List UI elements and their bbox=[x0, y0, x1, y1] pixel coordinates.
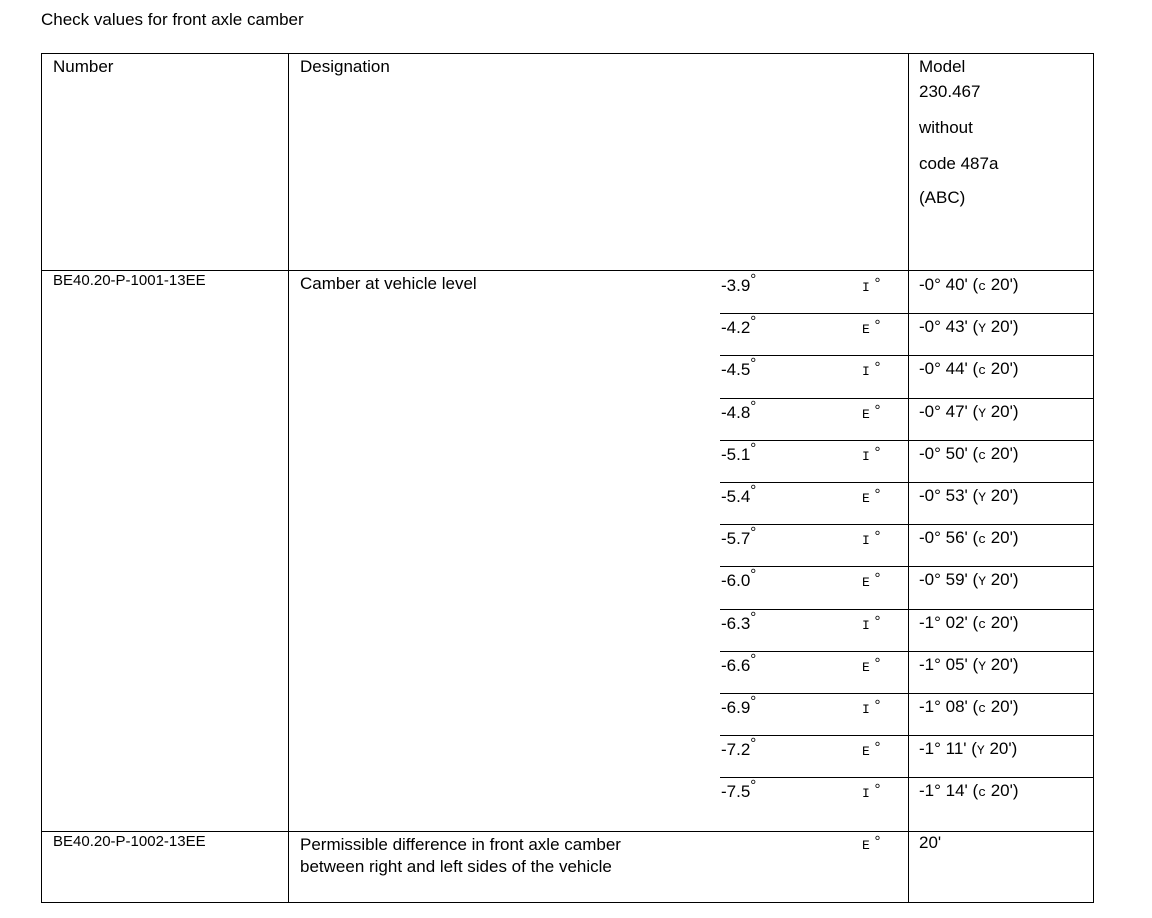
level-tolerance: 20') bbox=[986, 275, 1019, 294]
degree-sign: ° bbox=[750, 609, 757, 626]
tolerance-symbol: Y bbox=[978, 321, 986, 336]
row-mark bbox=[862, 834, 881, 854]
degree-sign: ° bbox=[874, 528, 881, 545]
level-angle-value: -4.2 bbox=[721, 318, 751, 337]
level-value-text: -1° 11' ( bbox=[919, 739, 977, 758]
degree-sign: ° bbox=[874, 359, 881, 376]
level-angle-value: -3.9 bbox=[721, 276, 751, 295]
level-divider bbox=[720, 651, 1094, 652]
level-mark bbox=[862, 614, 881, 634]
level-value-text: -0° 44' ( bbox=[919, 359, 979, 378]
degree-sign: ° bbox=[750, 777, 757, 794]
level-tolerance: 20') bbox=[986, 359, 1019, 378]
level-angle bbox=[721, 313, 757, 338]
level-angle bbox=[721, 735, 757, 760]
level-angle bbox=[721, 651, 757, 676]
level-indicator: E bbox=[862, 838, 870, 853]
level-value-text: -1° 05' ( bbox=[919, 655, 979, 674]
level-value bbox=[919, 486, 1019, 506]
tolerance-symbol: Y bbox=[976, 743, 985, 758]
tolerance-symbol: Y bbox=[978, 490, 986, 505]
level-indicator: I bbox=[862, 449, 870, 464]
level-angle bbox=[721, 440, 757, 465]
degree-sign: ° bbox=[874, 655, 881, 672]
level-mark bbox=[862, 782, 881, 802]
level-divider bbox=[720, 777, 1094, 778]
level-indicator: E bbox=[862, 407, 870, 422]
header-model-condition: without bbox=[919, 118, 973, 137]
level-angle bbox=[721, 693, 757, 718]
level-angle-value: -5.7 bbox=[721, 529, 751, 548]
header-model-code: code 487a bbox=[919, 154, 999, 173]
level-angle-value: -7.5 bbox=[721, 782, 751, 801]
level-tolerance: 20') bbox=[986, 486, 1019, 505]
tolerance-symbol: c bbox=[978, 448, 986, 463]
level-angle bbox=[721, 482, 757, 507]
level-divider bbox=[720, 566, 1094, 567]
tolerance-symbol: c bbox=[978, 785, 986, 800]
level-value-text: -0° 50' ( bbox=[919, 444, 979, 463]
level-tolerance: 20') bbox=[986, 528, 1019, 547]
header-model: Model bbox=[919, 57, 966, 76]
level-indicator: I bbox=[862, 364, 870, 379]
row-designation: Permissible difference in front axle camber bbox=[300, 835, 621, 854]
level-mark bbox=[862, 571, 881, 591]
degree-sign: ° bbox=[874, 317, 881, 334]
header-model-abc: (ABC) bbox=[919, 188, 966, 207]
tolerance-symbol: c bbox=[978, 701, 986, 716]
column-divider bbox=[908, 53, 909, 903]
row-divider bbox=[41, 831, 1094, 832]
level-angle-value: -4.5 bbox=[721, 360, 751, 379]
degree-sign: ° bbox=[874, 833, 881, 850]
level-indicator: I bbox=[862, 533, 870, 548]
level-divider bbox=[720, 524, 1094, 525]
level-value-text: -1° 08' ( bbox=[919, 697, 979, 716]
degree-sign: ° bbox=[750, 693, 757, 710]
level-indicator: I bbox=[862, 786, 870, 801]
level-angle bbox=[721, 398, 757, 423]
level-angle-value: -6.3 bbox=[721, 614, 751, 633]
level-mark bbox=[862, 360, 881, 380]
header-model-number: 230.467 bbox=[919, 82, 981, 101]
degree-sign: ° bbox=[750, 735, 757, 752]
header-number: Number bbox=[53, 57, 114, 76]
level-tolerance: 20') bbox=[986, 613, 1019, 632]
degree-sign: ° bbox=[874, 402, 881, 419]
level-mark bbox=[862, 487, 881, 507]
level-divider bbox=[720, 735, 1094, 736]
level-angle bbox=[721, 566, 757, 591]
level-angle-value: -4.8 bbox=[721, 403, 751, 422]
level-divider bbox=[720, 609, 1094, 610]
level-indicator: E bbox=[862, 660, 870, 675]
level-value bbox=[919, 570, 1019, 590]
level-tolerance: 20') bbox=[986, 444, 1019, 463]
level-angle-value: -5.1 bbox=[721, 445, 751, 464]
level-tolerance: 20') bbox=[986, 317, 1019, 336]
degree-sign: ° bbox=[750, 524, 757, 541]
level-value bbox=[919, 359, 1019, 379]
level-divider bbox=[720, 398, 1094, 399]
level-divider bbox=[720, 440, 1094, 441]
level-divider bbox=[720, 482, 1094, 483]
level-divider bbox=[720, 313, 1094, 314]
degree-sign: ° bbox=[874, 739, 881, 756]
degree-sign: ° bbox=[874, 781, 881, 798]
level-tolerance: 20') bbox=[986, 697, 1019, 716]
level-mark bbox=[862, 698, 881, 718]
level-value bbox=[919, 317, 1019, 337]
column-divider bbox=[288, 53, 289, 903]
level-tolerance: 20') bbox=[984, 739, 1018, 758]
tolerance-symbol: Y bbox=[978, 406, 986, 421]
row-value: 20' bbox=[919, 833, 942, 852]
level-angle-value: -6.9 bbox=[721, 698, 751, 717]
degree-sign: ° bbox=[874, 486, 881, 503]
level-indicator: I bbox=[862, 618, 870, 633]
level-indicator: E bbox=[862, 491, 870, 506]
level-mark bbox=[862, 445, 881, 465]
degree-sign: ° bbox=[874, 613, 881, 630]
level-indicator: E bbox=[862, 744, 870, 759]
header-designation: Designation bbox=[300, 57, 390, 76]
level-value bbox=[919, 613, 1019, 633]
level-value-text: -1° 14' ( bbox=[919, 781, 979, 800]
degree-sign: ° bbox=[750, 482, 757, 499]
level-value bbox=[919, 739, 1017, 759]
degree-sign: ° bbox=[874, 697, 881, 714]
degree-sign: ° bbox=[874, 570, 881, 587]
level-angle-value: -5.4 bbox=[721, 487, 751, 506]
degree-sign: ° bbox=[750, 566, 757, 583]
level-angle bbox=[721, 777, 757, 802]
level-value bbox=[919, 275, 1019, 295]
level-value-text: -1° 02' ( bbox=[919, 613, 979, 632]
tolerance-symbol: c bbox=[978, 617, 986, 632]
level-indicator: E bbox=[862, 575, 870, 590]
level-tolerance: 20') bbox=[986, 402, 1019, 421]
degree-sign: ° bbox=[750, 440, 757, 457]
level-angle-value: -7.2 bbox=[721, 740, 751, 759]
level-tolerance: 20') bbox=[986, 570, 1019, 589]
row-number: BE40.20-P-1002-13EE bbox=[53, 833, 206, 850]
level-value bbox=[919, 444, 1019, 464]
degree-sign: ° bbox=[750, 398, 757, 415]
level-angle-value: -6.6 bbox=[721, 656, 751, 675]
check-values-table bbox=[41, 53, 1094, 903]
row-designation-continued: between right and left sides of the vehicle bbox=[300, 857, 612, 876]
level-divider bbox=[720, 693, 1094, 694]
level-value bbox=[919, 655, 1019, 675]
degree-sign: ° bbox=[874, 275, 881, 292]
level-value-text: -0° 47' ( bbox=[919, 402, 979, 421]
level-value-text: -0° 53' ( bbox=[919, 486, 979, 505]
level-divider bbox=[720, 355, 1094, 356]
level-value-text: -0° 43' ( bbox=[919, 317, 979, 336]
level-value bbox=[919, 528, 1019, 548]
tolerance-symbol: c bbox=[978, 279, 986, 294]
degree-sign: ° bbox=[750, 355, 757, 372]
degree-sign: ° bbox=[750, 651, 757, 668]
row-number: BE40.20-P-1001-13EE bbox=[53, 272, 206, 289]
level-value bbox=[919, 697, 1019, 717]
level-mark bbox=[862, 656, 881, 676]
level-mark bbox=[862, 403, 881, 423]
level-mark bbox=[862, 318, 881, 338]
level-indicator: I bbox=[862, 280, 870, 295]
level-mark bbox=[862, 740, 881, 760]
level-indicator: I bbox=[862, 702, 870, 717]
page-title: Check values for front axle camber bbox=[41, 10, 304, 29]
row-designation: Camber at vehicle level bbox=[300, 274, 477, 293]
level-value bbox=[919, 781, 1019, 801]
level-value bbox=[919, 402, 1019, 422]
degree-sign: ° bbox=[874, 444, 881, 461]
level-angle bbox=[721, 271, 757, 296]
row-divider bbox=[41, 270, 1094, 271]
level-value-text: -0° 56' ( bbox=[919, 528, 979, 547]
level-mark bbox=[862, 276, 881, 296]
degree-sign: ° bbox=[750, 313, 757, 330]
degree-sign: ° bbox=[750, 271, 757, 288]
level-angle bbox=[721, 609, 757, 634]
tolerance-symbol: Y bbox=[978, 659, 986, 674]
level-value-text: -0° 40' ( bbox=[919, 275, 979, 294]
level-mark bbox=[862, 529, 881, 549]
tolerance-symbol: c bbox=[978, 363, 986, 378]
level-angle-value: -6.0 bbox=[721, 571, 751, 590]
level-tolerance: 20') bbox=[986, 781, 1019, 800]
level-value-text: -0° 59' ( bbox=[919, 570, 979, 589]
level-indicator: E bbox=[862, 322, 870, 337]
level-angle bbox=[721, 524, 757, 549]
level-tolerance: 20') bbox=[986, 655, 1019, 674]
level-angle bbox=[721, 355, 757, 380]
tolerance-symbol: c bbox=[978, 532, 986, 547]
tolerance-symbol: Y bbox=[978, 574, 986, 589]
